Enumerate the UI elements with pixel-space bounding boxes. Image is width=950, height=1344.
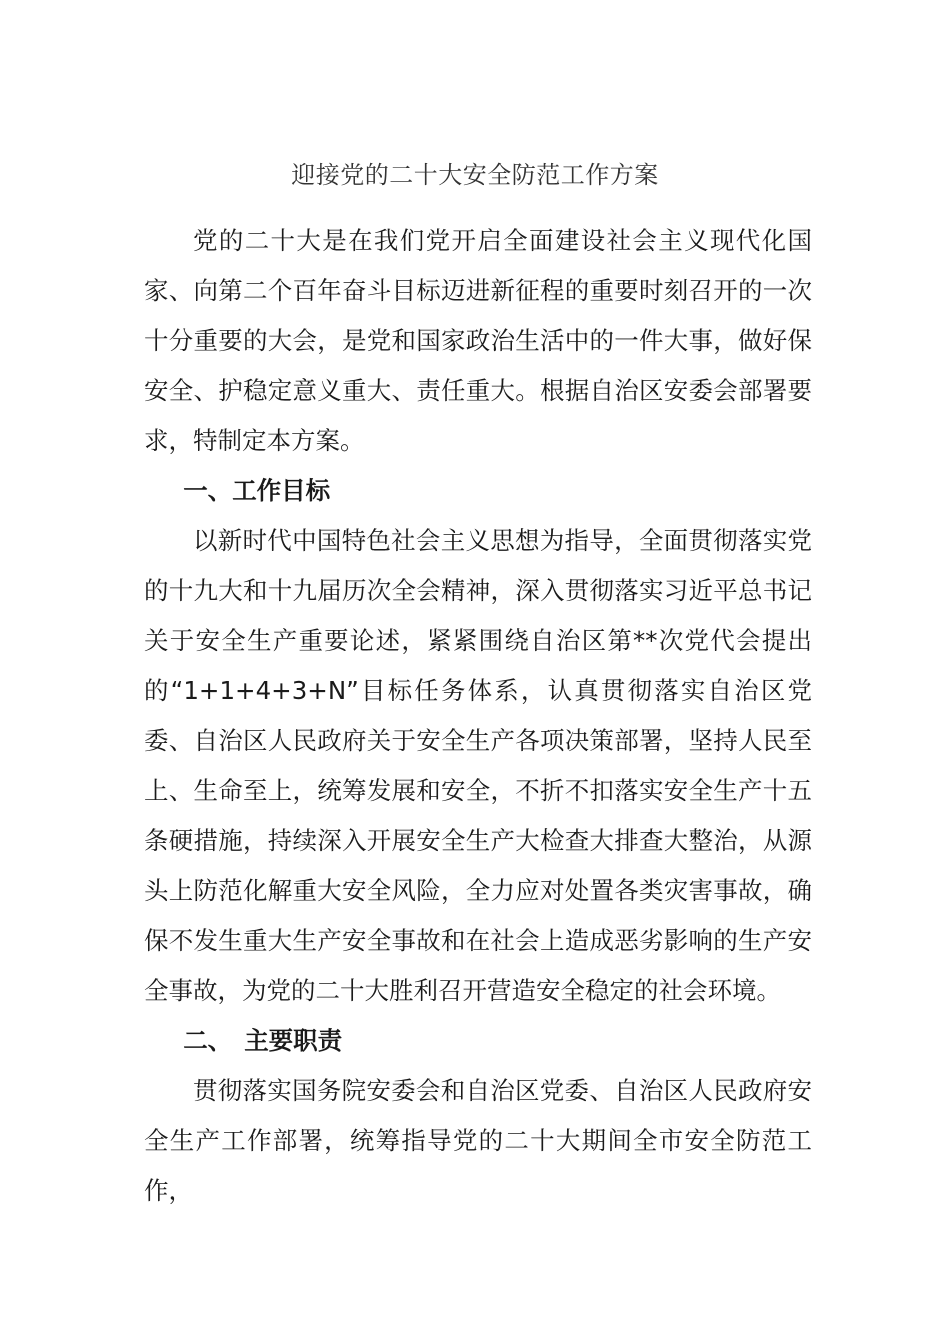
document-title: 迎接党的二十大安全防范工作方案: [291, 161, 659, 189]
section-heading-text: 主要职责: [244, 1026, 343, 1055]
document-body: [144, 216, 812, 1216]
section-number: 二、: [183, 1026, 233, 1055]
section-heading-duties: [144, 1016, 812, 1066]
intro-paragraph: 党的二十大是在我们党开启全面建设社会主义现代化国家、向第二个百年奋斗目标迈进新征程的重要时刻召开的一次十分重要的大会，是党和国家政治生活中的一件大事，做好保安全、护稳定意义重大、责任重大。根据自治区安委会部署要求，特制定本方案。: [144, 226, 812, 455]
section-heading-text: 工作目标: [232, 476, 331, 505]
goals-paragraph: 以新时代中国特色社会主义思想为指导，全面贯彻落实党的十九大和十九届历次全会精神，深入贯彻落实习近平总书记关于安全生产重要论述，紧紧围绕自治区第**次党代会提出的“1+1+4+3+N”目标任务体系，认真贯彻落实自治区党委、自治区人民政府关于安全生产各项决策部署，坚持人民至上、生命至上，统筹发展和安全，不折不扣落实安全生产十五条硬措施，持续深入开展安全生产大检查大排查大整治，从源头上防范化解重大安全风险，全力应对处置各类灾害事故，确保不发生重大生产安全事故和在社会上造成恶劣影响的生产安全事故，为党的二十大胜利召开营造安全稳定的社会环境。: [144, 526, 812, 1005]
section-number: 一、: [183, 476, 233, 505]
duties-paragraph: 贯彻落实国务院安委会和自治区党委、自治区人民政府安全生产工作部署，统筹指导党的二十大期间全市安全防范工作，: [144, 1076, 812, 1205]
section-heading-goals: [144, 466, 812, 516]
